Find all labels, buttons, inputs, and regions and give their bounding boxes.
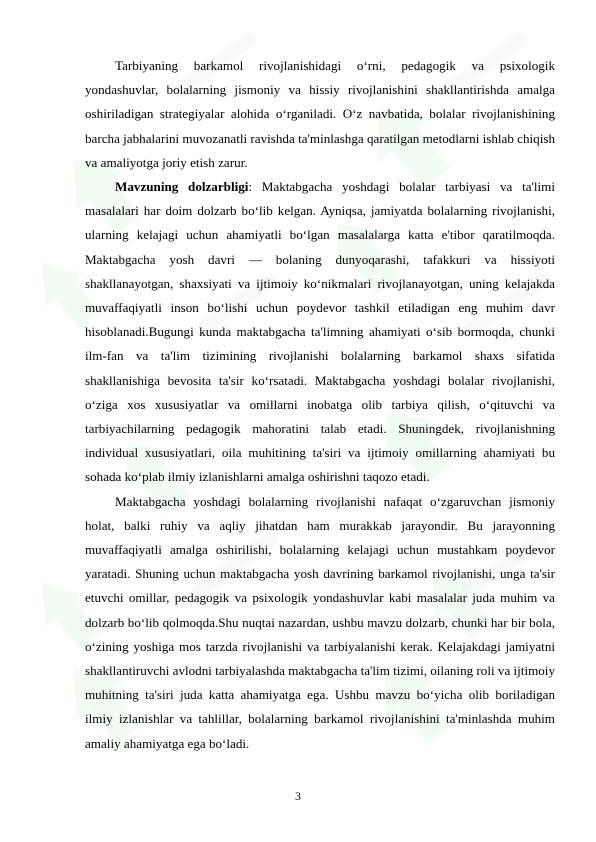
paragraph-intro-text: Tarbiyaning barkamol rivojlanishidagi o‘rni, pedagogik va psixologik yondashuvlar, bolalarning jismoniy va hissiy rivojlanishini shakllantirishda amalga oshiriladigan strategiyalar alohida o‘rganiladi. O‘z navbatida, bolalar rivojlanishining barcha jabhalarini muvozanatli ravishda ta'minlashga qaratilgan metodlarni ishlab chiqish va amaliyotga joriy etish zarur. xyxy=(85,58,555,170)
section-heading-relevance: Mavzuning dolzarbligi xyxy=(115,179,249,195)
page-number: 3 xyxy=(295,789,301,803)
paragraph-relevance xyxy=(85,175,555,490)
paragraph-development xyxy=(85,490,555,756)
paragraph-relevance-text: : Maktabgacha yoshdagi bolalar tarbiyasi va ta'limi masalalari har doim dolzarb bo‘lib kelgan. Ayniqsa, jamiyatda bolalarning rivojlanishi, ularning kelajagi uchun ahamiyatli bo‘lgan masalalarga katta e'tibor qaratilmoqda. Maktabgacha yosh davri — bolaning dunyoqarashi, tafakkuri va hissiyoti shakllanayotgan, shaxsiyati va ijtimoiy ko‘nikmalari rivojlanayotgan, uning kelajakda muvaffaqiyatli inson bo‘lishi uchun poydevor tashkil etiladigan eng muhim davr hisoblanadi.Bugungi kunda maktabgacha ta'limning ahamiyati o‘sib bormoqda, chunki ilm-fan va ta'lim tizimining rivojlanishi bolalarning barkamol shaxs sifatida shakllanishiga bevosita ta'sir ko‘rsatadi. Maktabgacha yoshdagi bolalar rivojlanishi, o‘ziga xos xususiyatlar va omillarni inobatga olib tarbiya qilish, o‘qituvchi va tarbiyachilarning pedagogik mahoratini talab etadi. Shuningdek, rivojlanishning individual xususiyatlari, oila muhitining ta'siri va ijtimoiy omillarning ahamiyati bu sohada ko‘plab ilmiy izlanishlarni amalga oshirishni taqozo etadi. xyxy=(85,179,555,485)
document-body xyxy=(85,54,555,756)
paragraph-intro xyxy=(85,54,555,175)
paragraph-development-text: Maktabgacha yoshdagi bolalarning rivojlanishi nafaqat o‘zgaruvchan jismoniy holat, balki ruhiy va aqliy jihatdan ham murakkab jarayondir. Bu jarayonning muvaffaqiyatli amalga oshirilishi, bolalarning kelajagi uchun mustahkam poydevor yaratadi. Shuning uchun maktabgacha yosh davrining barkamol rivojlanishi, unga ta'sir etuvchi omillar, pedagogik va psixologik yondashuvlar kabi masalalar juda muhim va dolzarb bo‘lib qolmoqda.Shu nuqtai nazardan, ushbu mavzu dolzarb, chunki har bir bola, o‘zining yoshiga mos tarzda rivojlanishi va tarbiyalanishi kerak. Kelajakdagi jamiyatni shakllantiruvchi avlodni tarbiyalashda maktabgacha ta'lim tizimi, oilaning roli va ijtimoiy muhitning ta'siri juda katta ahamiyatga ega. Ushbu mavzu bo‘yicha olib boriladigan ilmiy izlanishlar va tahlillar, bolalarning barkamol rivojlanishini ta'minlashda muhim amaliy ahamiyatga ega bo‘ladi. xyxy=(85,493,555,751)
